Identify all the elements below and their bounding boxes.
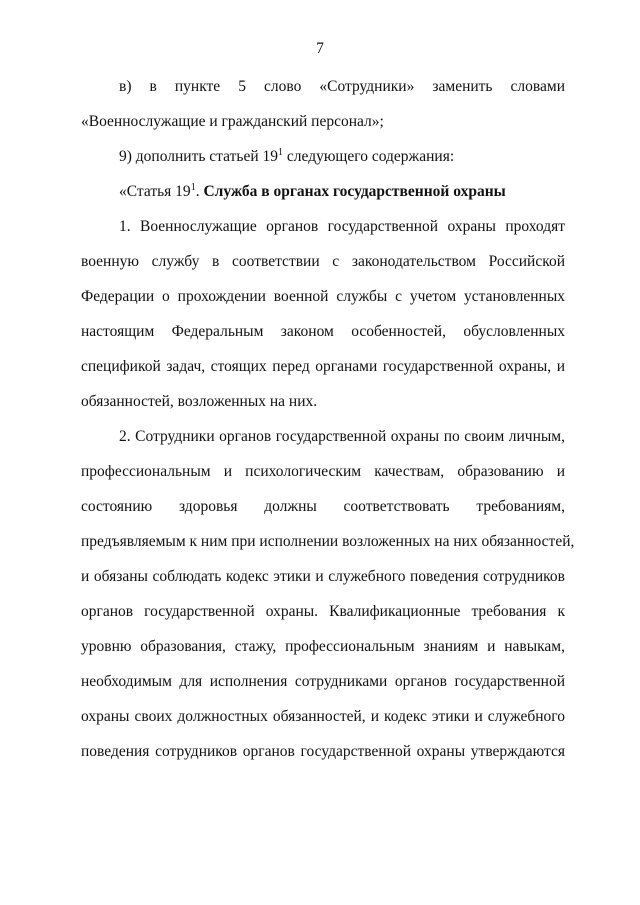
text-line: состоянию здоровья должны соответствовать требованиям, xyxy=(81,498,565,515)
text-line: спецификой задач, стоящих перед органами государственной охраны, и xyxy=(81,358,565,375)
text-line: необходимым для исполнения сотрудниками органов государственной xyxy=(81,673,565,690)
text-fragment: «Статья 19 xyxy=(119,183,191,200)
text-line: 1. Военнослужащие органов государственной охраны проходят xyxy=(119,218,565,235)
article-heading xyxy=(81,174,565,209)
text-fragment: 9) дополнить статьей 19 xyxy=(119,148,279,165)
text-line: обязанностей, возложенных на них. xyxy=(81,393,318,410)
text-line: 2. Сотрудники органов государственной охраны по своим личным, xyxy=(119,428,565,445)
superscript: 1 xyxy=(278,146,284,158)
article-title: Служба в органах государственной охраны xyxy=(203,183,506,200)
text-line: уровню образования, стажу, профессиональным знаниям и навыкам, xyxy=(81,638,565,655)
text-line: в) в пункте 5 слово «Сотрудники» заменить словами xyxy=(119,78,565,95)
text-line xyxy=(81,139,565,174)
text-line: военную службу в соответствии с законодательством Российской xyxy=(81,253,565,270)
superscript: 1 xyxy=(190,181,196,193)
text-line: предъявляемым к ним при исполнении возложенных на них обязанностей, xyxy=(81,533,575,550)
document-body xyxy=(81,69,575,769)
text-line: профессиональным и психологическим качествам, образованию и xyxy=(81,463,565,480)
text-line: «Военнослужащие и гражданский персонал»; xyxy=(81,113,384,130)
page-number: 7 xyxy=(316,40,324,57)
text-line: Федерации о прохождении военной службы с учетом установленных xyxy=(81,288,565,305)
text-line: и обязаны соблюдать кодекс этики и служебного поведения сотрудников xyxy=(81,568,565,585)
text-line: поведения сотрудников органов государственной охраны утверждаются xyxy=(81,743,565,760)
text-fragment: следующего содержания: xyxy=(283,148,455,165)
text-line: настоящим Федеральным законом особенностей, обусловленных xyxy=(81,323,565,340)
text-line: охраны своих должностных обязанностей, и кодекс этики и служебного xyxy=(81,708,565,725)
text-line: органов государственной охраны. Квалификационные требования к xyxy=(81,603,565,620)
text-fragment: . xyxy=(195,183,204,200)
